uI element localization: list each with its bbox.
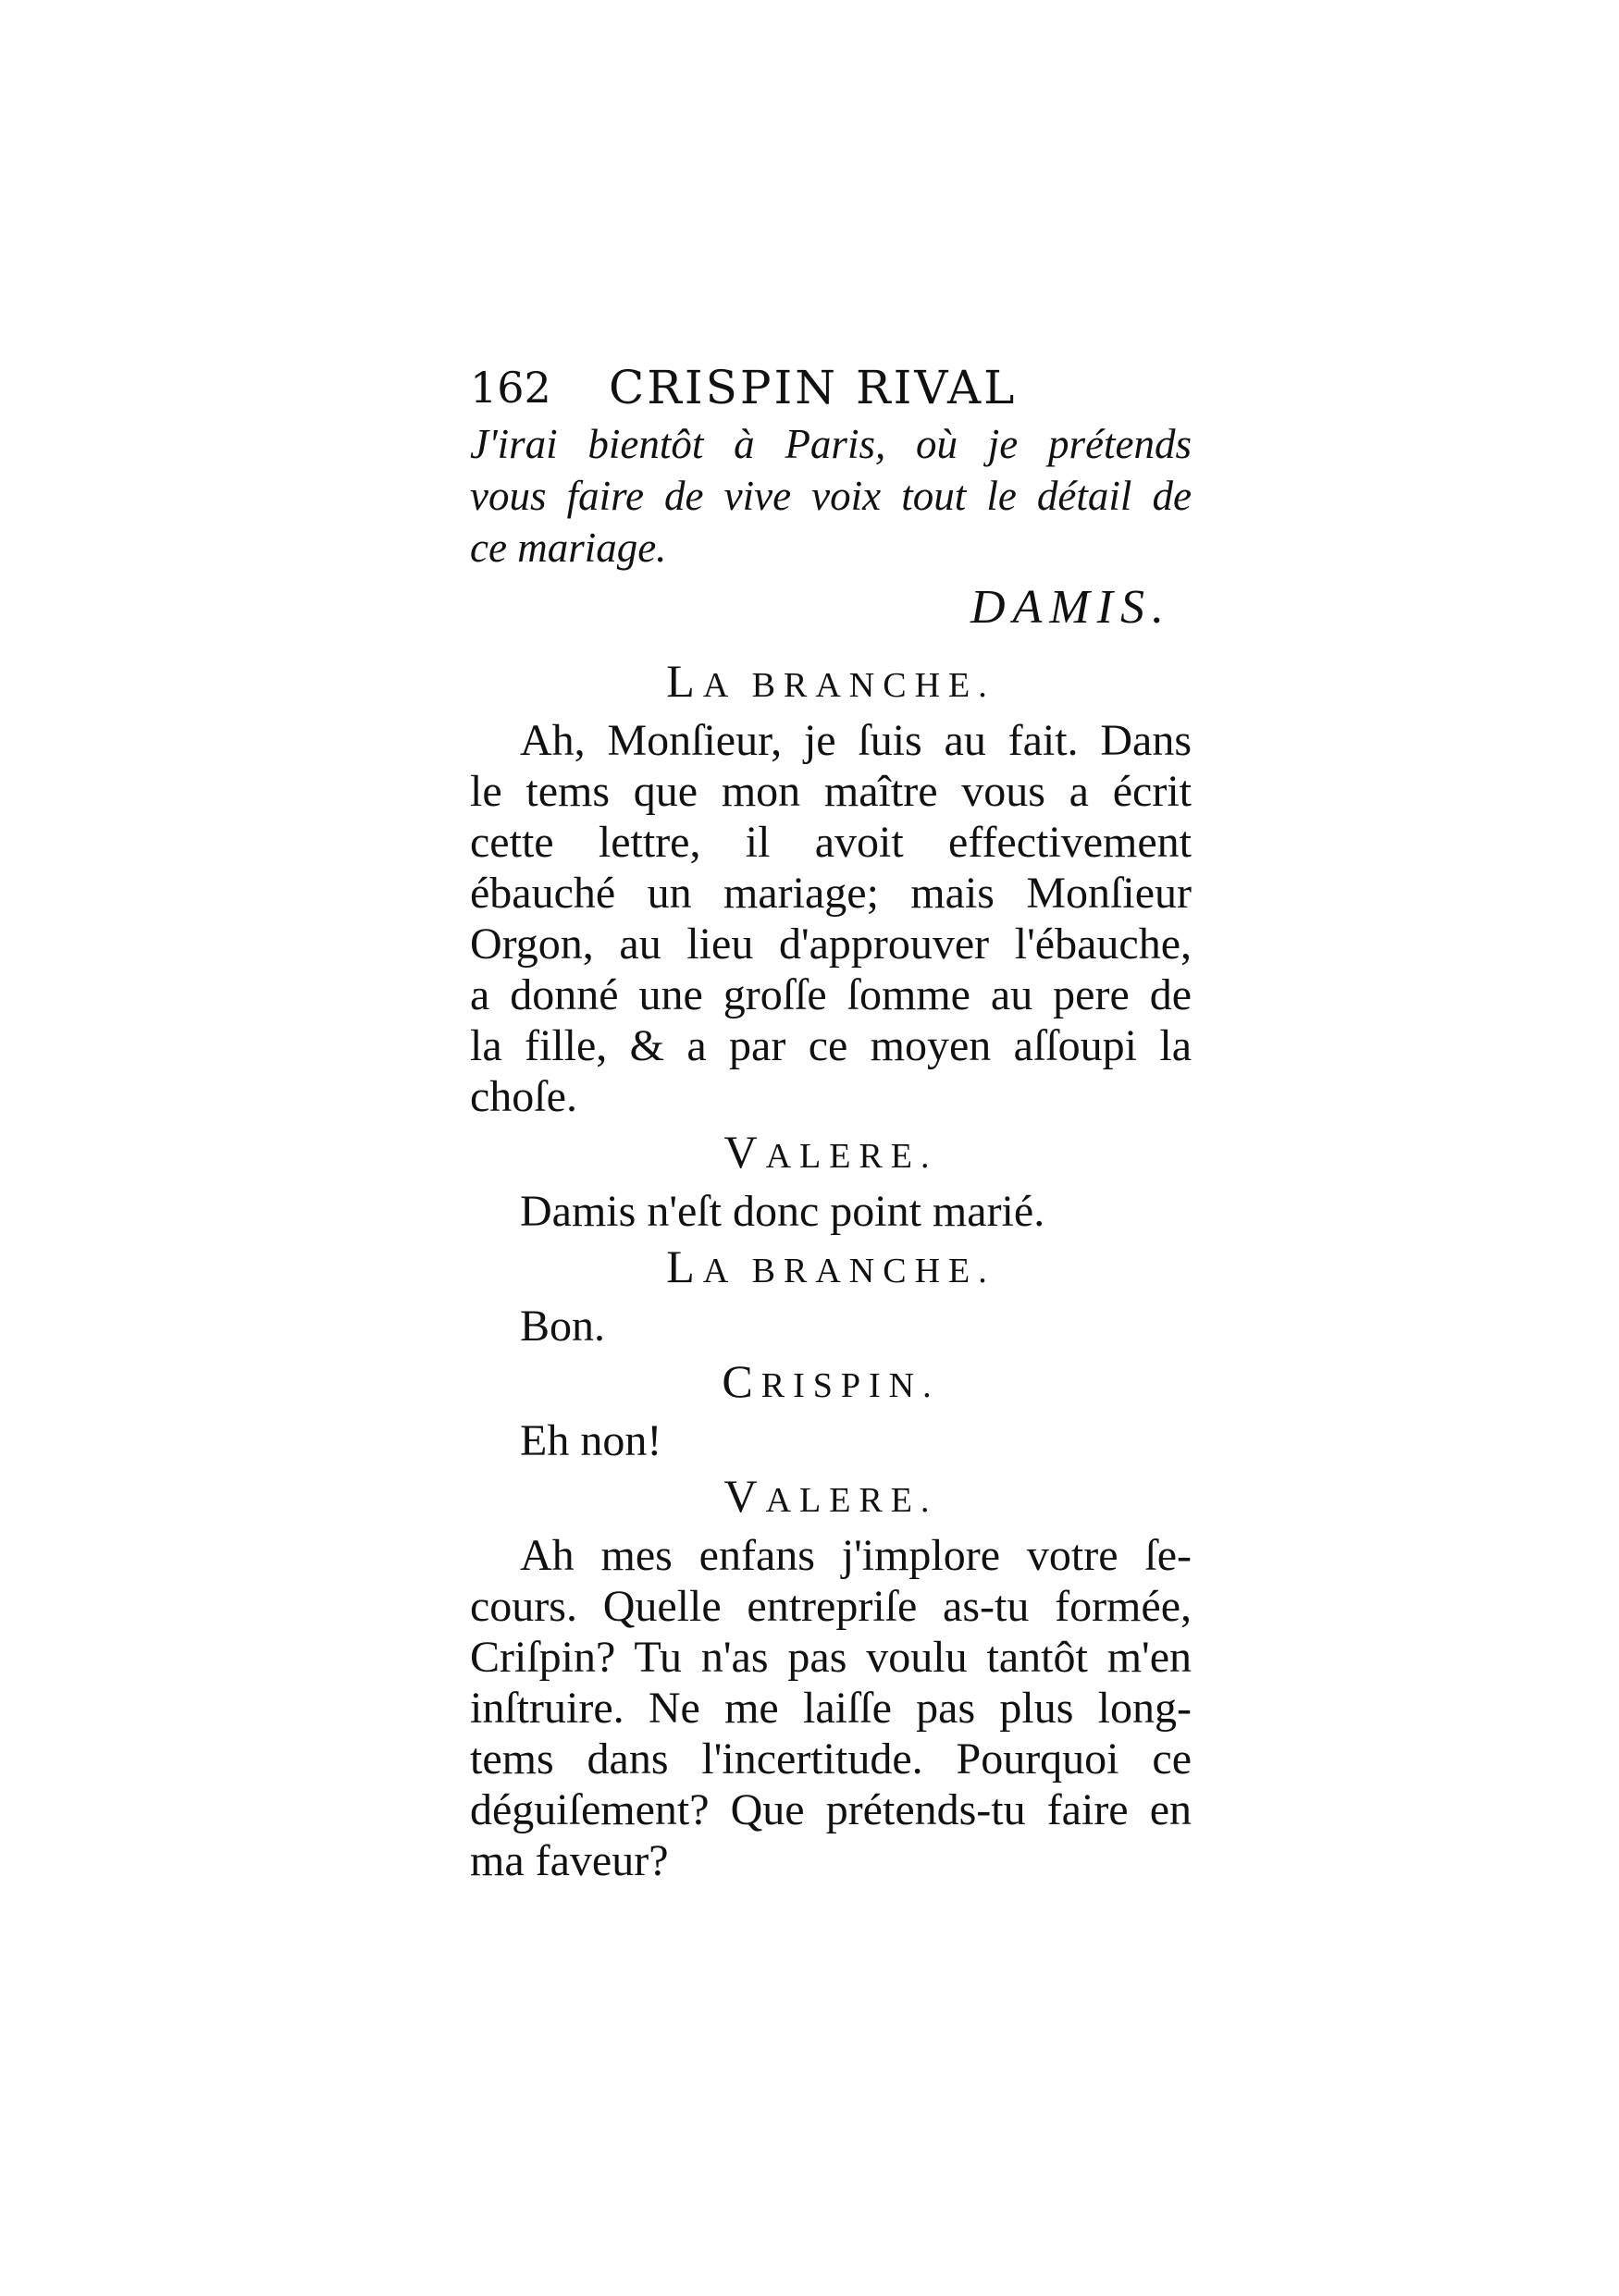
- speech-line: inſtruire. Ne me laiſſe pas plus long-: [470, 1684, 1192, 1733]
- speech-line: le tems que mon maître vous a écrit: [470, 767, 1192, 816]
- speech-line: ma faveur?: [470, 1836, 669, 1885]
- letter-signature: DAMIS.: [970, 581, 1171, 634]
- letter-line: J'irai bientôt à Paris, où je prétends: [470, 421, 1192, 467]
- speech-line: Bon.: [520, 1302, 606, 1351]
- speech-line: ébauché un mariage; mais Monſieur: [470, 869, 1192, 918]
- running-title: CRISPIN RIVAL: [609, 361, 1018, 414]
- speaker-name: CRISPIN.: [722, 1355, 940, 1407]
- speech-line: la fille, & a par ce moyen aſſoupi la: [470, 1021, 1192, 1070]
- running-head: [470, 357, 1192, 418]
- speech-line: Ah mes enfans j'implore votre ſe-: [520, 1531, 1192, 1580]
- speech-text: [470, 1186, 1192, 1237]
- letter-text: [470, 418, 1192, 574]
- speech-line: cette lettre, il avoit effectivement: [470, 818, 1192, 867]
- speech-line: cours. Quelle entrepriſe as-tu formée,: [470, 1582, 1192, 1631]
- speech-text: [470, 1530, 1192, 1886]
- speech-line: Eh non!: [520, 1416, 662, 1465]
- speech-line: tems dans l'incertitude. Pourquoi ce: [470, 1734, 1192, 1784]
- letter-line: vous faire de vive voix tout le détail de: [470, 473, 1192, 519]
- book-page: [470, 357, 1192, 1886]
- speaker-name: VALERE.: [723, 1470, 938, 1522]
- speech-line: déguiſement? Que prétends-tu faire en: [470, 1785, 1192, 1834]
- speech-line: Ah, Monſieur, je ſuis au fait. Dans: [520, 716, 1192, 765]
- speaker-name: LA BRANCHE.: [666, 655, 995, 707]
- speech-line: Damis n'eſt donc point marié.: [520, 1187, 1045, 1236]
- speech-line: choſe.: [470, 1072, 577, 1121]
- speech-line: a donné une groſſe ſomme au pere de: [470, 970, 1192, 1019]
- speech-line: Criſpin? Tu n'as pas voulu tantôt m'en: [470, 1633, 1192, 1682]
- letter-line: ce mariage.: [470, 525, 667, 571]
- speaker-name: LA BRANCHE.: [666, 1241, 995, 1292]
- page-number: 162: [470, 363, 551, 413]
- speech-text: [470, 715, 1192, 1122]
- speech-text: [470, 1415, 1192, 1466]
- speech-text: [470, 1301, 1192, 1352]
- speaker-name: VALERE.: [723, 1126, 938, 1178]
- speech-line: Orgon, au lieu d'approuver l'ébauche,: [470, 920, 1192, 969]
